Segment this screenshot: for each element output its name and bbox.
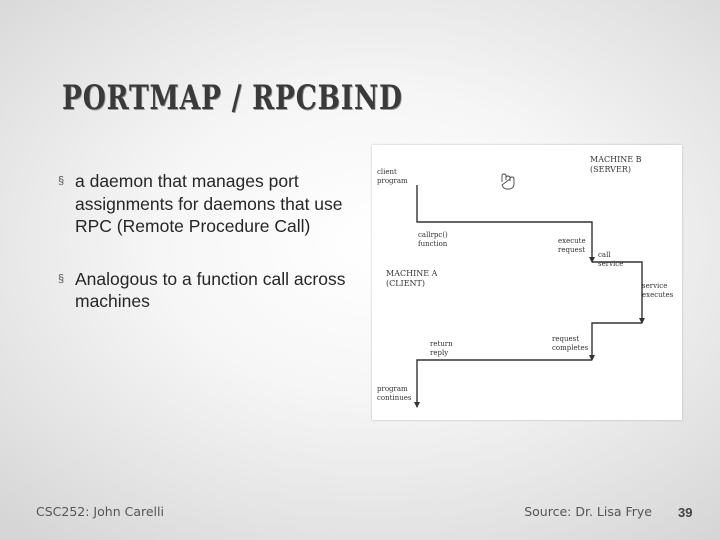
flow-reply-to-client — [417, 360, 592, 407]
call-service-label: call — [598, 251, 611, 259]
machine-b-sublabel: (SERVER) — [590, 165, 631, 174]
execute-request-label: execute — [558, 237, 586, 245]
page-number: 39 — [678, 505, 693, 520]
execute-request-sublabel: request — [558, 246, 586, 254]
callrpc-label: callrpc() — [418, 231, 448, 239]
request-completes-sublabel: completes — [552, 344, 589, 352]
service-executes-sublabel: executes — [642, 291, 674, 299]
call-service-sublabel: service — [598, 260, 624, 268]
hand-pointer-icon — [502, 174, 514, 189]
bullet-item — [58, 268, 358, 313]
machine-b-label: MACHINE B — [590, 155, 642, 164]
client-program-label: client — [377, 168, 397, 176]
slide-title: PORTMAP / RPCBIND — [62, 78, 403, 118]
bullet-marker: § — [58, 175, 65, 187]
rpc-diagram — [372, 145, 682, 420]
bullet-text: a daemon that manages port assignments for daemons that use RPC (Remote Procedure Call) — [75, 171, 343, 236]
flow-service-to-complete — [592, 323, 642, 360]
service-executes-label: service — [642, 282, 668, 290]
program-continues-sublabel: continues — [377, 394, 412, 402]
footer-source: Source: Dr. Lisa Frye — [524, 504, 652, 519]
return-reply-sublabel: reply — [430, 349, 449, 357]
bullet-item — [58, 170, 358, 238]
callrpc-sublabel: function — [418, 240, 448, 248]
machine-a-sublabel: (CLIENT) — [386, 279, 426, 288]
flow-server-to-service — [592, 262, 642, 323]
rpc-diagram-svg — [372, 145, 682, 420]
return-reply-label: return — [430, 340, 453, 348]
bullet-marker: § — [58, 272, 65, 285]
footer-author: CSC252: John Carelli — [36, 504, 164, 519]
bullet-list — [58, 170, 358, 343]
bullet-text: Analogous to a function call across machines — [75, 268, 346, 311]
program-continues-label: program — [377, 385, 408, 393]
request-completes-label: request — [552, 335, 580, 343]
machine-a-label: MACHINE A — [386, 269, 438, 278]
client-program-sublabel: program — [377, 177, 408, 185]
